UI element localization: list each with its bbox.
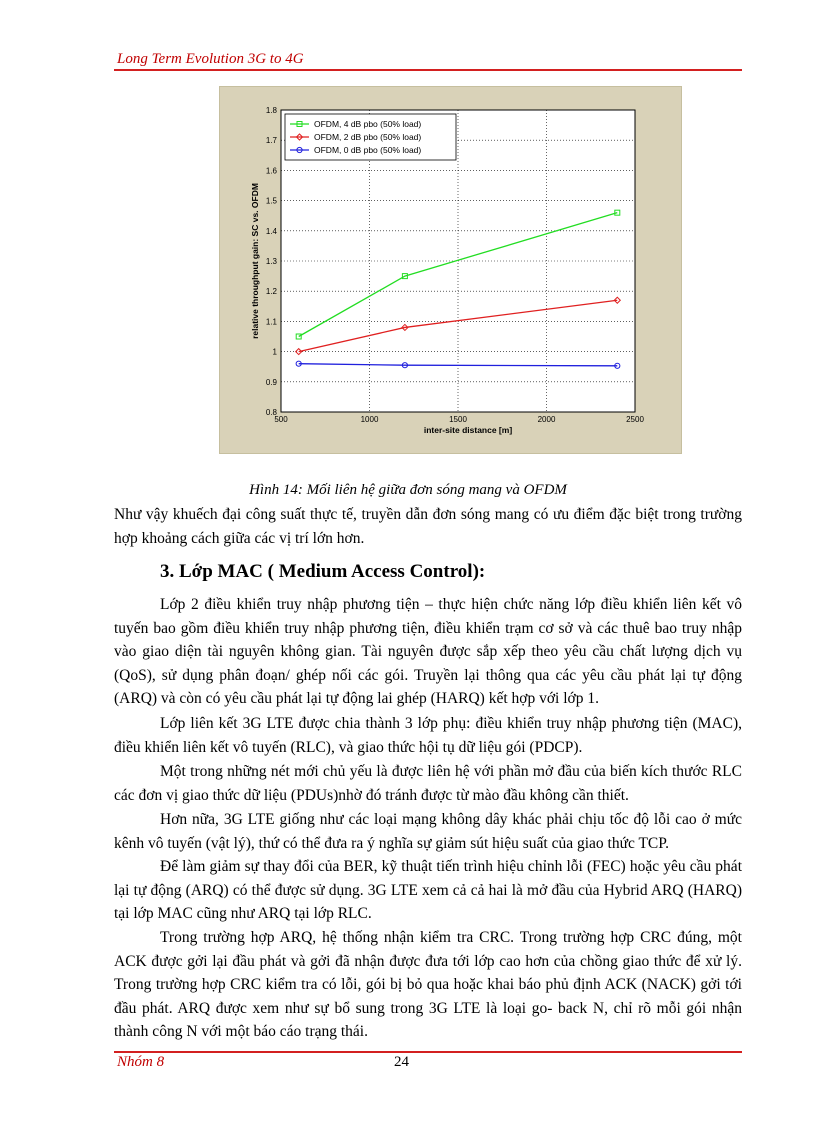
y-tick-label: 0.8 (265, 408, 277, 417)
y-axis-label: relative throughput gain: SC vs. OFDM (250, 183, 260, 339)
y-tick-label: 1.2 (265, 287, 277, 297)
legend-label: OFDM, 2 dB pbo (50% load) (314, 132, 422, 142)
y-tick-label: 1.8 (265, 106, 277, 115)
y-tick-label: 1.5 (265, 196, 277, 206)
y-tick-label: 1.7 (265, 136, 277, 146)
figure-chart (219, 86, 682, 454)
y-tick-label: 1.1 (265, 317, 277, 327)
intro-paragraph: Như vậy khuếch đại công suất thực tế, truyền dẫn đơn sóng mang có ưu điểm đặc biệt trong trường hợp khoảng cách giữa các vị trí lớn hơn. (114, 506, 742, 547)
paragraph-5: Để làm giảm sự thay đổi của BER, kỹ thuật tiến trình hiệu chỉnh lỗi (FEC) hoặc yêu cầu phát lại tự động (ARQ) có thể được sử dụng. 3G LTE xem cả cả hai là mở đầu của Hybrid ARQ (HARQ) tại lớp MAC cũng như ARQ tại lớp RLC. (114, 858, 742, 923)
y-tick-label: 1.3 (265, 257, 277, 266)
x-tick-label: 2500 (626, 415, 644, 424)
y-tick-label: 1.6 (265, 166, 277, 176)
header-divider (114, 69, 742, 71)
footer-divider (114, 1051, 742, 1053)
throughput-gain-chart (220, 87, 681, 453)
x-tick-label: 1500 (449, 415, 467, 424)
figure-caption: Hình 14: Mối liên hệ giữa đơn sóng mang và OFDM (249, 482, 567, 498)
y-tick-label: 0.9 (265, 377, 277, 387)
y-tick-label: 1 (272, 347, 277, 357)
legend-label: OFDM, 0 dB pbo (50% load) (314, 145, 422, 155)
paragraph-3: Một trong những nét mới chủ yếu là được liên hệ với phần mở đầu của biến kích thước RLC các đơn vị giao thức dữ liệu (PDUs)nhờ đó tránh được từ mào đầu không cần thiết. (114, 763, 742, 804)
x-axis-label: inter-site distance [m] (423, 425, 513, 435)
paragraph-1: Lớp 2 điều khiển truy nhập phương tiện – thực hiện chức năng lớp điều khiển liên kết vô tuyến bao gồm điều khiển truy nhập phương tiện, điều khiển trạm cơ sở và các thuê bao truy nhập vào giao diện tài nguyên không gian. Tài nguyên được sắp xếp theo yêu cầu chất lượng dịch vụ (QoS), sử dụng phân đoạn/ ghép nối các gói. Truyền lại thông qua các yêu cầu phát lại tự động (ARQ) và còn có yêu cầu phát lại tự động lai ghép (HARQ) kết hợp với lớp 1. (114, 596, 742, 708)
section-heading: 3. Lớp MAC ( Medium Access Control): (160, 561, 486, 582)
x-tick-label: 2000 (537, 415, 556, 424)
footer-group-name: Nhóm 8 (117, 1054, 165, 1070)
x-tick-label: 1000 (360, 415, 379, 424)
x-tick-label: 500 (274, 415, 288, 424)
header-title: Long Term Evolution 3G to 4G (117, 51, 304, 67)
paragraph-6: Trong trường hợp ARQ, hệ thống nhận kiểm tra CRC. Trong trường hợp CRC đúng, một ACK được gởi lại đầu phát và gởi đã nhận được đưa tới lớp cao hơn của chồng giao thức để xử lý. Trong trường hợp CRC kiểm tra có lỗi, gói bị bỏ qua hoặc khai báo phủ định ACK (NACK) gởi tới đầu phát. ARQ được xem như sự bổ sung trong 3G LTE là loại go- back N, chỉ rõ mỗi gói nhận thành công N với một báo cáo trạng thái. (114, 929, 742, 1041)
y-tick-label: 1.4 (265, 226, 277, 236)
paragraph-2: Lớp liên kết 3G LTE được chia thành 3 lớp phụ: điều khiển truy nhập phương tiện (MAC), điều khiển liên kết vô tuyến (RLC), và giao thức hội tụ dữ liệu gói (PDCP). (114, 715, 742, 756)
legend-label: OFDM, 4 dB pbo (50% load) (314, 119, 422, 129)
page-number: 24 (394, 1054, 409, 1070)
paragraph-4: Hơn nữa, 3G LTE giống như các loại mạng không dây khác phải chịu tốc độ lỗi cao ở mức kênh vô tuyến (vật lý), thứ có thể đưa ra ý nghĩa sự giảm sút hiệu suất của giao thức TCP. (114, 811, 742, 852)
